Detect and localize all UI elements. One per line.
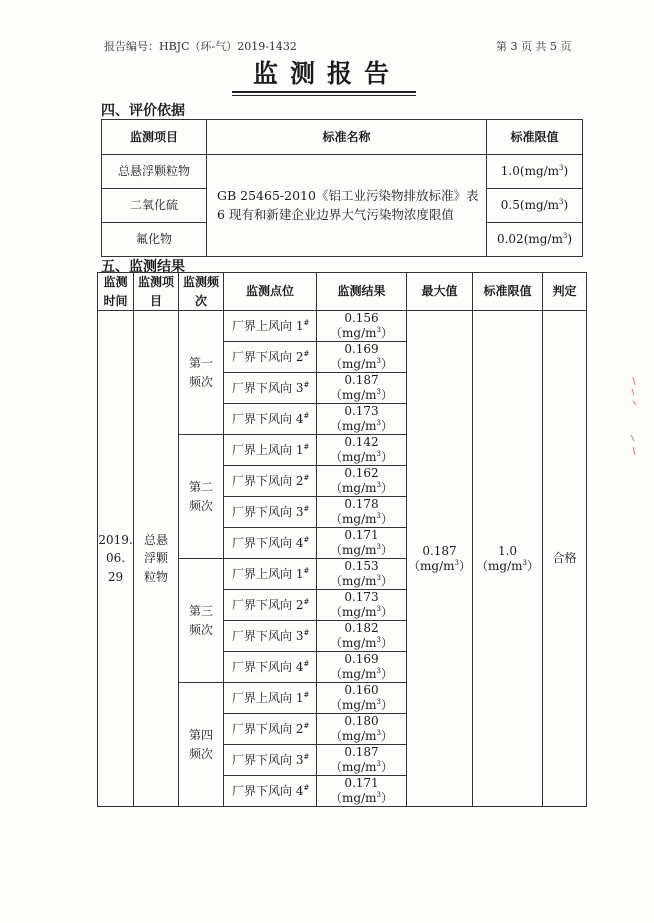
header-frequency: 监测频次 [179,273,224,311]
point-cell: 厂界上风向 1# [224,435,317,466]
page-info: 第 3 页 共 5 页 [496,40,572,53]
point-cell: 厂界下风向 2# [224,714,317,745]
header-standard: 标准名称 [207,120,487,155]
result-cell: $0.160(mg/m^3)$ [317,683,407,714]
result-cell: $0.171(mg/m^3)$ [317,776,407,807]
point-cell: 厂界下风向 4# [224,652,317,683]
title-underline-thin [232,95,416,96]
limit-cell: $0.5(mg/m^3)$ [487,189,583,223]
point-cell: 厂界下风向 4# [224,404,317,435]
header-item: 监测项目 [134,273,179,311]
result-cell: $0.173(mg/m^3)$ [317,404,407,435]
result-cell: $0.169(mg/m^3)$ [317,652,407,683]
result-cell: $0.156(mg/m^3)$ [317,311,407,342]
result-cell: $0.178(mg/m^3)$ [317,497,407,528]
point-cell: 厂界下风向 3# [224,497,317,528]
item-cell: 总悬浮颗粒物 [102,155,207,189]
monitoring-results-table [97,272,587,807]
point-cell: 厂界下风向 2# [224,342,317,373]
table-header-row [98,273,587,311]
limit-value-cell: 1.0 $(mg/m^3)$ [473,311,543,807]
result-cell: $0.187(mg/m^3)$ [317,373,407,404]
result-cell: $0.169(mg/m^3)$ [317,342,407,373]
report-title: 监测报告 [252,59,401,88]
point-cell: 厂界下风向 4# [224,528,317,559]
header-judgment: 判定 [543,273,587,311]
point-cell: 厂界上风向 1# [224,311,317,342]
stamp-edge-mark [628,375,638,465]
report-number: 报告编号：HBJC（环-气）2019-1432 [104,40,297,53]
result-cell: $0.173(mg/m^3)$ [317,590,407,621]
frequency-cell: 第二 频次 [179,435,224,559]
evaluation-basis-table [101,119,583,257]
point-cell: 厂界下风向 3# [224,373,317,404]
header-point: 监测点位 [224,273,317,311]
result-cell: $0.180(mg/m^3)$ [317,714,407,745]
result-cell: $0.182(mg/m^3)$ [317,621,407,652]
point-cell: 厂界下风向 4# [224,776,317,807]
result-cell: $0.162(mg/m^3)$ [317,466,407,497]
section-heading-results: 五、监测结果 [101,259,185,275]
section-heading-basis: 四、评价依据 [101,103,185,119]
point-cell: 厂界下风向 3# [224,745,317,776]
result-cell: $0.171(mg/m^3)$ [317,528,407,559]
table-row [102,155,583,189]
point-cell: 厂界下风向 2# [224,590,317,621]
item-cell: 总悬 浮颗 粒物 [134,311,179,807]
title-underline [232,91,416,93]
limit-cell: $0.02(mg/m^3)$ [487,223,583,257]
header-time: 监测时间 [98,273,134,311]
header-max: 最大值 [407,273,473,311]
header-item: 监测项目 [102,120,207,155]
header-result: 监测结果 [317,273,407,311]
point-cell: 厂界下风向 3# [224,621,317,652]
header-limit: 标准限值 [487,120,583,155]
point-cell: 厂界上风向 1# [224,559,317,590]
date-cell: 2019. 06. 29 [98,311,134,807]
item-cell: 二氧化硫 [102,189,207,223]
limit-cell: $1.0(mg/m^3)$ [487,155,583,189]
header-limit: 标准限值 [473,273,543,311]
table-row [98,311,587,342]
item-cell: 氟化物 [102,223,207,257]
frequency-cell: 第三 频次 [179,559,224,683]
result-cell: $0.187(mg/m^3)$ [317,745,407,776]
max-value-cell: 0.187 $(mg/m^3)$ [407,311,473,807]
judgment-cell: 合格 [543,311,587,807]
point-cell: 厂界上风向 1# [224,683,317,714]
standard-name-cell: GB 25465-2010《铝工业污染物排放标准》表 6 现有和新建企业边界大气污染物浓度限值 [207,155,487,257]
frequency-cell: 第四 频次 [179,683,224,807]
result-cell: $0.153(mg/m^3)$ [317,559,407,590]
frequency-cell: 第一 频次 [179,311,224,435]
point-cell: 厂界下风向 2# [224,466,317,497]
table-header-row [102,120,583,155]
result-cell: $0.142(mg/m^3)$ [317,435,407,466]
